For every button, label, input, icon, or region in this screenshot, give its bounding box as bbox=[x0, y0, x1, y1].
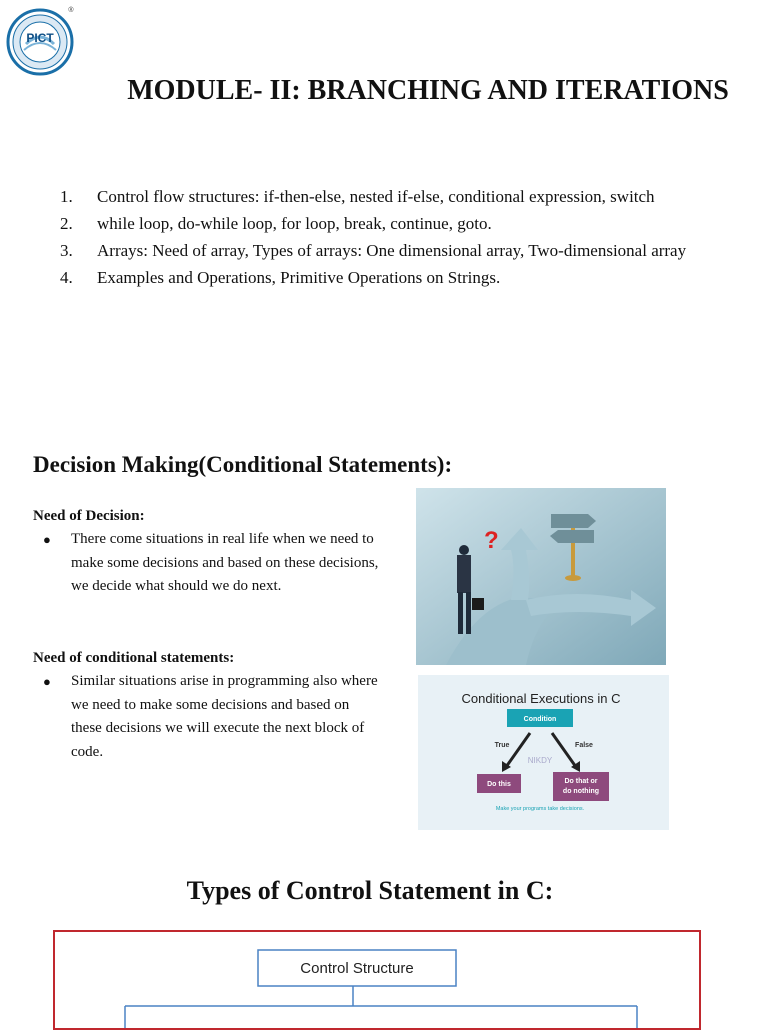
list-item: 4. Examples and Operations, Primitive Operations on Strings. bbox=[60, 268, 501, 287]
diagram-caption: Make your programs take decisions. bbox=[495, 806, 585, 812]
list-item: 1. Control flow structures: if-then-else, nested if-else, conditional expression, switch bbox=[60, 187, 655, 206]
control-structure-figure bbox=[53, 930, 701, 1030]
do-nothing-label: do nothing bbox=[562, 788, 600, 795]
topic-list bbox=[60, 184, 740, 292]
condition-label: Condition bbox=[523, 716, 557, 723]
list-item: 3. Arrays: Need of array, Types of arrays: One dimensional array, Two-dimensional array bbox=[60, 241, 687, 260]
control-structure-label: Control Structure bbox=[300, 960, 414, 977]
do-that-box bbox=[553, 772, 609, 801]
bullet-need-of-decision: ● There come situations in real life when we need to make some decisions and based on these decisions, we decide what should we do next. bbox=[33, 528, 383, 599]
bullet-icon: ● bbox=[43, 674, 51, 689]
bullet-icon: ● bbox=[43, 532, 51, 547]
list-item: 2. while loop, do-while loop, for loop, break, continue, goto. bbox=[60, 214, 492, 233]
bullet-need-of-conditional: ● Similar situations arise in programming also where we need to make some decisions and based on these decisions we will execute the next block of code. bbox=[33, 670, 383, 764]
false-label: False bbox=[575, 742, 593, 749]
pict-logo bbox=[6, 4, 76, 76]
true-label: True bbox=[494, 742, 510, 749]
do-that-label: Do that or bbox=[564, 778, 598, 785]
conditional-execution-diagram bbox=[418, 675, 669, 830]
logo-text: PICT bbox=[26, 31, 54, 45]
subheading-need-of-conditional: Need of conditional statements: bbox=[33, 650, 235, 666]
question-mark-icon: ? bbox=[484, 527, 499, 554]
registered-mark: ® bbox=[68, 7, 74, 14]
section-heading: Decision Making(Conditional Statements): bbox=[33, 452, 453, 477]
diagram-title: Conditional Executions in C bbox=[461, 691, 621, 706]
module-title: MODULE- II: BRANCHING AND ITERATIONS bbox=[127, 75, 729, 106]
crossroads-illustration bbox=[416, 488, 666, 665]
subheading-need-of-decision: Need of Decision: bbox=[33, 508, 145, 524]
watermark-text: NIKDY bbox=[527, 756, 553, 765]
section-heading: Types of Control Statement in C: bbox=[186, 876, 554, 905]
do-this-label: Do this bbox=[487, 781, 511, 788]
